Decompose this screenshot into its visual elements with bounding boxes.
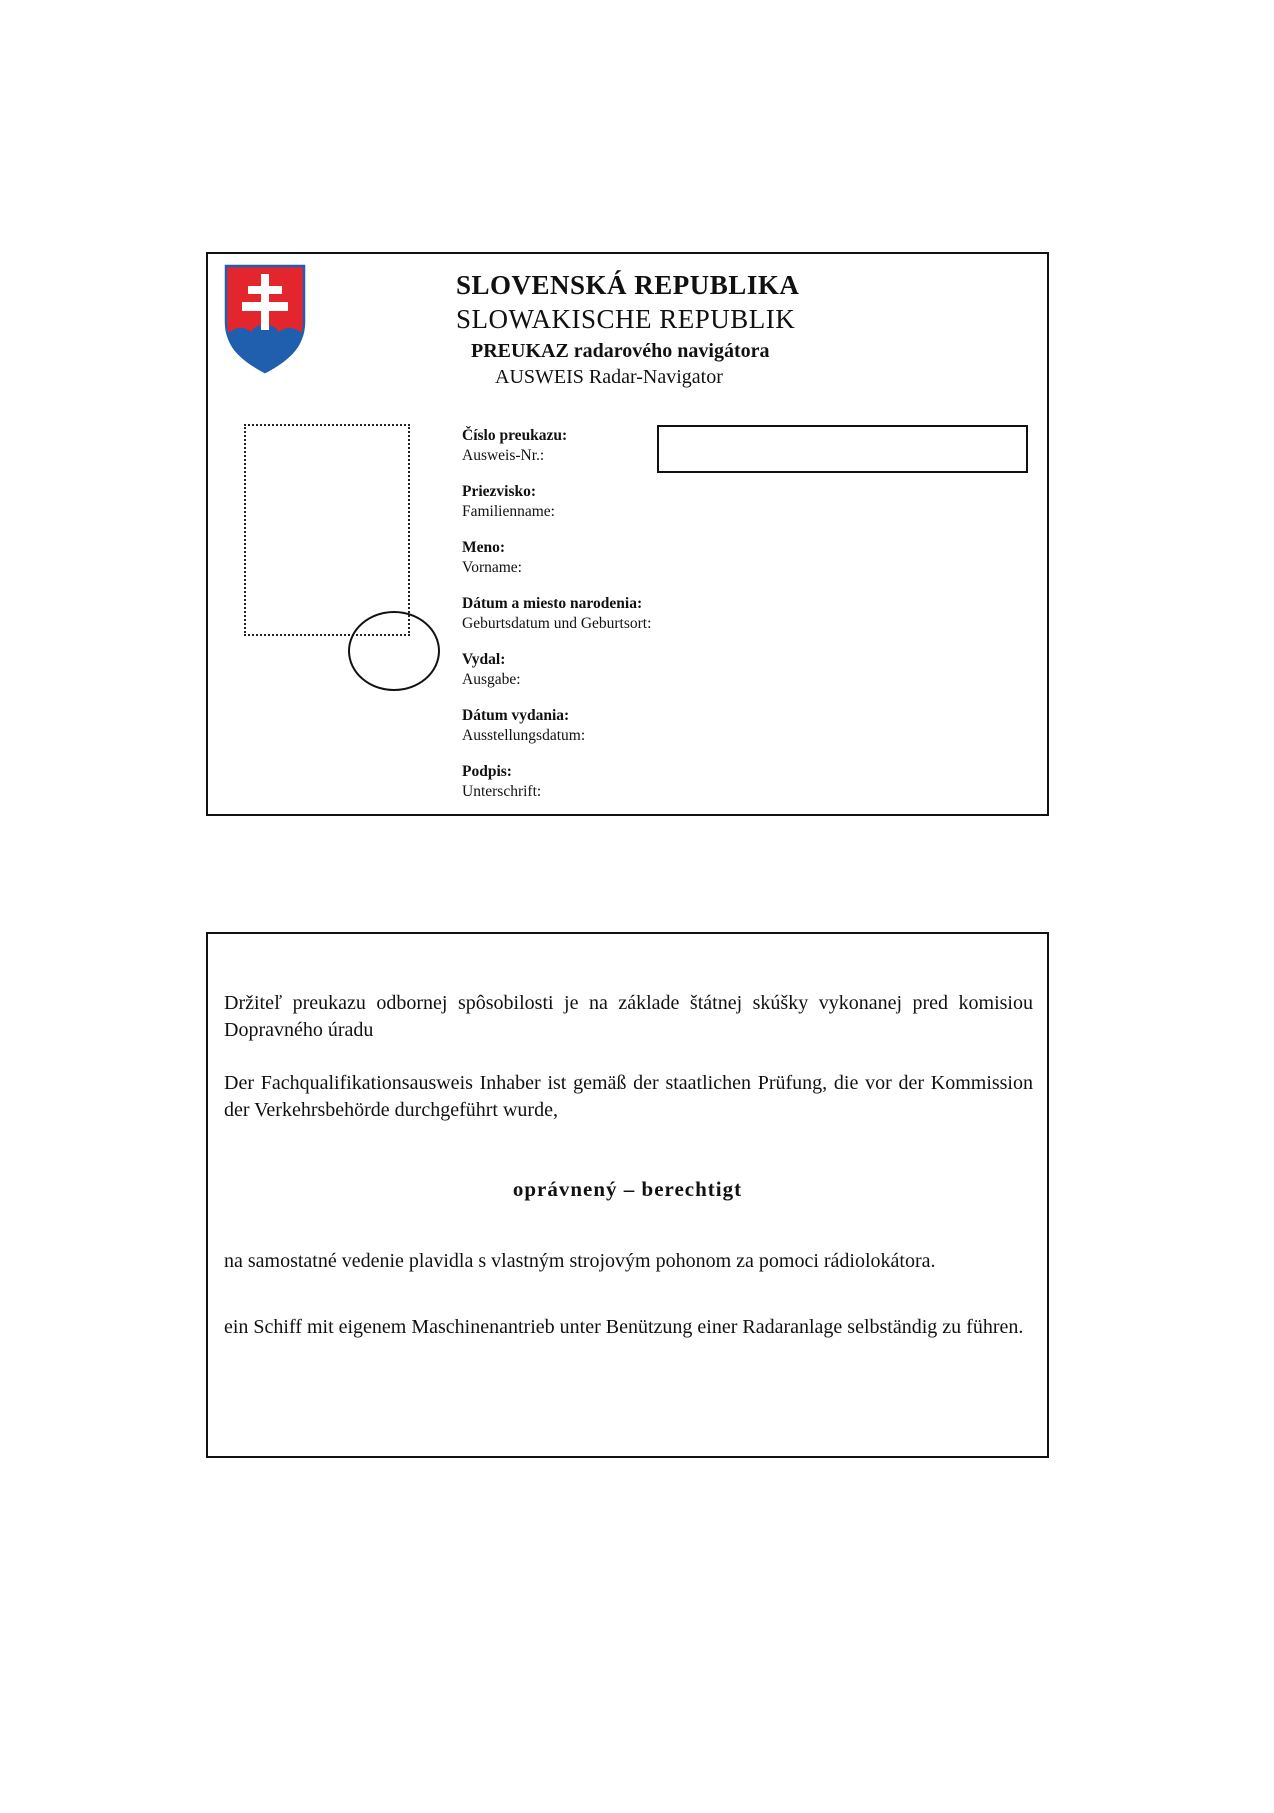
slovak-coat-of-arms-icon xyxy=(224,264,306,374)
field-label-sk: Dátum a miesto narodenia: xyxy=(462,595,643,612)
field-issued-by xyxy=(462,650,521,690)
field-label-sk: Vydal: xyxy=(462,651,506,668)
stamp-circle xyxy=(348,611,440,691)
field-issue-date xyxy=(462,706,585,746)
field-label-de: Familienname: xyxy=(462,503,555,520)
entitlement-de: ein Schiff mit eigenem Maschinenantrieb unter Benützung einer Radaranlage selbständig zu führen. xyxy=(224,1316,1024,1338)
subtitle-sk: PREUKAZ radarového navigátora xyxy=(471,340,770,362)
holder-statement-de: Der Fachqualifikationsausweis Inhaber ist gemäß der staatlichen Prüfung, die vor der Kommission der Verkehrsbehörde durchgeführt wurde, xyxy=(224,1072,1033,1121)
card-number-box xyxy=(657,425,1028,473)
field-label-de: Ausstellungsdatum: xyxy=(462,727,586,744)
field-label-de: Ausweis-Nr.: xyxy=(462,447,545,464)
license-card-back xyxy=(206,932,1049,1458)
field-first-name xyxy=(462,538,522,578)
field-label-de: Ausgabe: xyxy=(462,671,521,688)
subtitle-de: AUSWEIS Radar-Navigator xyxy=(495,366,723,388)
license-card-front xyxy=(206,252,1049,816)
title-sk: SLOVENSKÁ REPUBLIKA xyxy=(456,270,800,300)
field-label-sk: Priezvisko: xyxy=(462,483,537,500)
field-label-sk: Číslo preukazu: xyxy=(462,427,568,444)
field-surname xyxy=(462,482,555,522)
field-label-de: Vorname: xyxy=(462,559,522,576)
field-signature xyxy=(462,762,541,802)
holder-statement-sk: Držiteľ preukazu odbornej spôsobilosti je na základe štátnej skúšky vykonanej pred komisiou Dopravného úradu xyxy=(224,992,1033,1041)
field-label-de: Geburtsdatum und Geburtsort: xyxy=(462,615,652,632)
entitled-heading: oprávnený – berechtigt xyxy=(512,1177,743,1201)
photo-placeholder xyxy=(244,424,410,636)
entitlement-sk: na samostatné vedenie plavidla s vlastným strojovým pohonom za pomoci rádiolokátora. xyxy=(224,1250,936,1272)
field-label-sk: Dátum vydania: xyxy=(462,707,570,724)
title-de: SLOWAKISCHE REPUBLIK xyxy=(456,304,796,334)
field-label-sk: Meno: xyxy=(462,539,506,556)
field-birth xyxy=(462,594,651,634)
field-label-de: Unterschrift: xyxy=(462,783,542,800)
field-label-sk: Podpis: xyxy=(462,763,512,780)
field-card-number xyxy=(462,426,567,466)
